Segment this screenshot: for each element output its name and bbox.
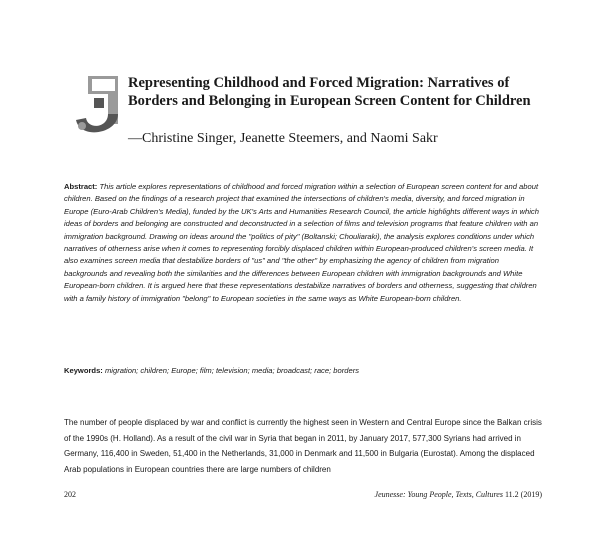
body-paragraph: The number of people displaced by war and conflict is currently the highest seen in Western and Central Europe since the Balkan crisis of the 1990s (H. Holland). As a result of the civil war in Syria that began in 2011, by January 2017, 577,300 Syrians had arrived in Germany, 116,400 in Sweden, 51,400 in the Netherlands, 31,000 in Denmark and 11,500 in Bulgaria (Eurostat). Among the displaced Arab populations in European countries there are large numbers of children	[64, 418, 542, 474]
journal-citation	[375, 490, 542, 499]
abstract	[64, 181, 542, 305]
abstract-label: Abstract:	[64, 182, 98, 191]
page-number: 202	[64, 490, 76, 499]
keywords-text: migration; children; Europe; film; television; media; broadcast; race; borders	[104, 366, 360, 375]
article-title: Representing Childhood and Forced Migration: Narratives of Borders and Belonging in European Screen Content for Children	[128, 75, 531, 109]
journal-issue: 11.2 (2019)	[504, 490, 542, 499]
keywords-label: Keywords:	[64, 366, 103, 375]
abstract-text: This article explores representations of childhood and forced migration within a selection of European screen content for and about children. Based on the findings of a research project that examined the intersections of children's media, diversity, and forced migration in Europe (Euro-Arab Children's Media), funded by the UK's Arts and Humanities Research Council, the article highlights different ways in which ideas of borders and belonging are constructed and deconstructed in a selection of films and television programs that feature children with an immigration background. Drawing on ideas around the "politics of pity" (Boltanski; Chouliaraki), the analysis explores conditions under which narratives of otherness arise when it comes to representing forcibly displaced children within European-produced children's screen media. It also examines screen media that destabilize borders of "us" and "the other" by emphasizing the agency of children from migration backgrounds and revealing both the similarities and the differences between European children with immigration backgrounds and White European-born children. It is argued here that these representations destabilize narratives of borders and otherness, suggesting that children with a family history of immigration "belong" to European societies in the same ways as White European-born children.	[64, 182, 539, 303]
journal-logo-icon	[70, 74, 122, 140]
article-authors: —Christine Singer, Jeanette Steemers, and Naomi Sakr	[128, 131, 438, 146]
journal-name: Jeunesse: Young People, Texts, Cultures	[374, 490, 503, 499]
keywords	[64, 365, 542, 377]
